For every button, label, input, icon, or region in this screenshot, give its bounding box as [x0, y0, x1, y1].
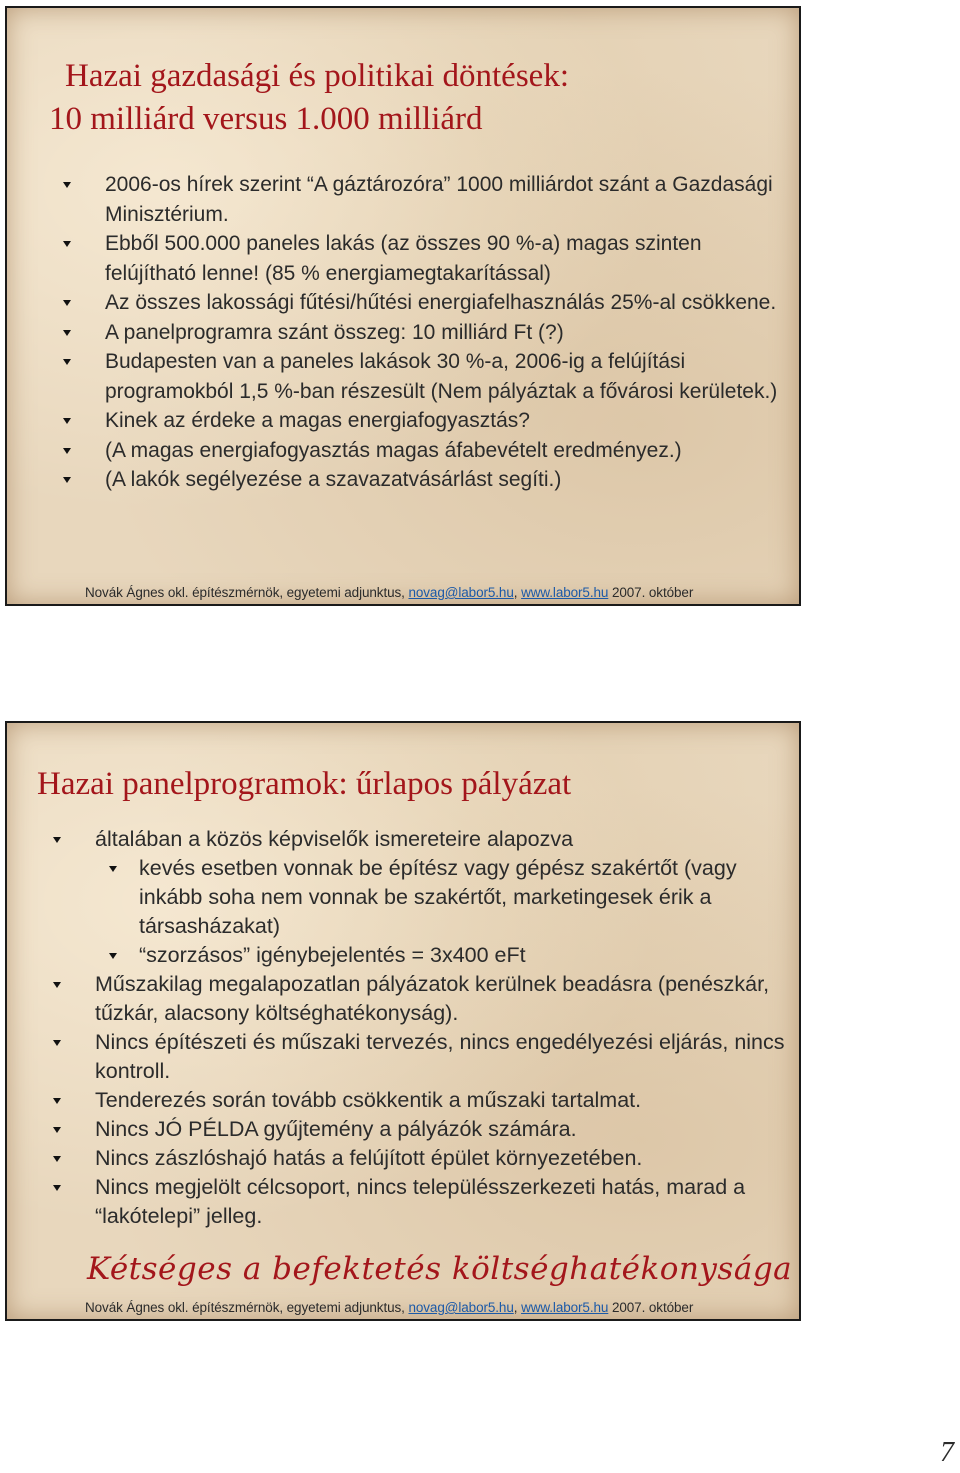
slide-1-bullet-list [105, 170, 785, 495]
bullet-text: A panelprogramra szánt összeg: 10 milliárd Ft (?) [105, 320, 564, 344]
bullet-icon [63, 446, 71, 454]
email-link[interactable]: novag@labor5.hu [408, 585, 514, 600]
bullet-icon [53, 835, 61, 843]
slide-2-bullet-list [95, 825, 785, 1231]
bullet-text: (A magas energiafogyasztás magas áfabevételt eredményez.) [105, 438, 682, 462]
list-item [105, 406, 785, 436]
bullet-text: Nincs zászlóshajó hatás a felújított épület környezetében. [95, 1146, 643, 1170]
list-item [95, 825, 785, 970]
bullet-icon [63, 298, 71, 306]
sub-bullet-list [95, 854, 785, 970]
list-item [95, 1173, 785, 1231]
bullet-icon [53, 1183, 61, 1191]
bullet-icon [63, 475, 71, 483]
list-item [95, 1115, 785, 1144]
slide-2-footer [85, 1300, 693, 1315]
list-item [95, 970, 785, 1028]
footer-separator: , [513, 585, 522, 600]
list-item [95, 1144, 785, 1173]
sub-list-item [139, 854, 785, 941]
list-item [105, 436, 785, 466]
bullet-text: Ebből 500.000 paneles lakás (az összes 90 %-a) magas szinten felújítható lenne! (85 % energiamegtakarítással) [105, 232, 702, 285]
sub-list-item [139, 941, 785, 970]
bullet-icon [109, 951, 117, 959]
bullet-text: Tenderezés során tovább csökkentik a műszaki tartalmat. [95, 1088, 642, 1112]
bullet-icon [53, 1125, 61, 1133]
bullet-text: általában a közös képviselők ismereteire alapozva [95, 827, 574, 851]
slide-2-title: Hazai panelprogramok: űrlapos pályázat [37, 766, 572, 802]
bullet-text: “szorzásos” igénybejelentés = 3x400 eFt [139, 943, 526, 967]
bullet-icon [63, 328, 71, 336]
bullet-text: Budapesten van a paneles lakások 30 %-a, 2006-ig a felújítási programokból 1,5 %-ban részesült (Nem pályáztak a fővárosi kerületek.) [105, 350, 778, 403]
list-item [95, 1028, 785, 1086]
footer-author: Novák Ágnes okl. építészmérnök, egyetemi adjunktus, [85, 1300, 409, 1315]
bullet-text: Nincs építészeti és műszaki tervezés, nincs engedélyezési eljárás, nincs kontroll. [95, 1030, 785, 1083]
bullet-icon [53, 1154, 61, 1162]
slide-2 [5, 721, 801, 1321]
bullet-icon [63, 180, 71, 188]
footer-date: 2007. október [608, 585, 694, 600]
bullet-icon [53, 1038, 61, 1046]
footer-separator: , [513, 1300, 522, 1315]
list-item [105, 318, 785, 348]
slide-1-title [49, 55, 569, 141]
email-link[interactable]: novag@labor5.hu [408, 1300, 514, 1315]
title-line-1: Hazai gazdasági és politikai döntések: [65, 58, 569, 94]
bullet-text: Kinek az érdeke a magas energiafogyasztás? [105, 409, 530, 432]
list-item [105, 465, 785, 495]
slide-1 [5, 6, 801, 606]
bullet-icon [63, 357, 71, 365]
list-item [105, 288, 785, 318]
tagline: Kétséges a befektetés költséghatékonysága [87, 1251, 793, 1287]
bullet-text: (A lakók segélyezése a szavazatvásárlást segíti.) [105, 468, 562, 491]
bullet-icon [53, 1096, 61, 1104]
bullet-text: 2006-os hírek szerint “A gáztározóra” 1000 milliárdot szánt a Gazdasági Minisztérium. [105, 173, 773, 226]
bullet-text: Műszakilag megalapozatlan pályázatok kerülnek beadásra (penészkár, tűzkár, alacsony költséghatékonyság). [95, 972, 770, 1025]
website-link[interactable]: www.labor5.hu [521, 1300, 609, 1315]
bullet-icon [109, 864, 117, 872]
website-link[interactable]: www.labor5.hu [521, 585, 609, 600]
bullet-icon [63, 416, 71, 424]
bullet-icon [63, 239, 71, 247]
bullet-text: Az összes lakossági fűtési/hűtési energiafelhasználás 25%-al csökkene. [105, 291, 777, 314]
slide-1-footer [85, 585, 693, 600]
list-item [105, 170, 785, 229]
list-item [105, 229, 785, 288]
list-item [105, 347, 785, 406]
footer-author: Novák Ágnes okl. építészmérnök, egyetemi adjunktus, [85, 585, 409, 600]
footer-date: 2007. október [608, 1300, 694, 1315]
bullet-text: Nincs megjelölt célcsoport, nincs településszerkezeti hatás, marad a “lakótelepi” jelleg. [95, 1175, 746, 1228]
bullet-icon [53, 980, 61, 988]
title-line-2: 10 milliárd versus 1.000 milliárd [49, 101, 483, 137]
bullet-text: Nincs JÓ PÉLDA gyűjtemény a pályázók számára. [95, 1117, 577, 1141]
bullet-text: kevés esetben vonnak be építész vagy gépész szakértőt (vagy inkább soha nem vonnak be szakértőt, marketingesek érik a társasházakat) [139, 856, 737, 938]
page-number: 7 [940, 1437, 954, 1468]
list-item [95, 1086, 785, 1115]
